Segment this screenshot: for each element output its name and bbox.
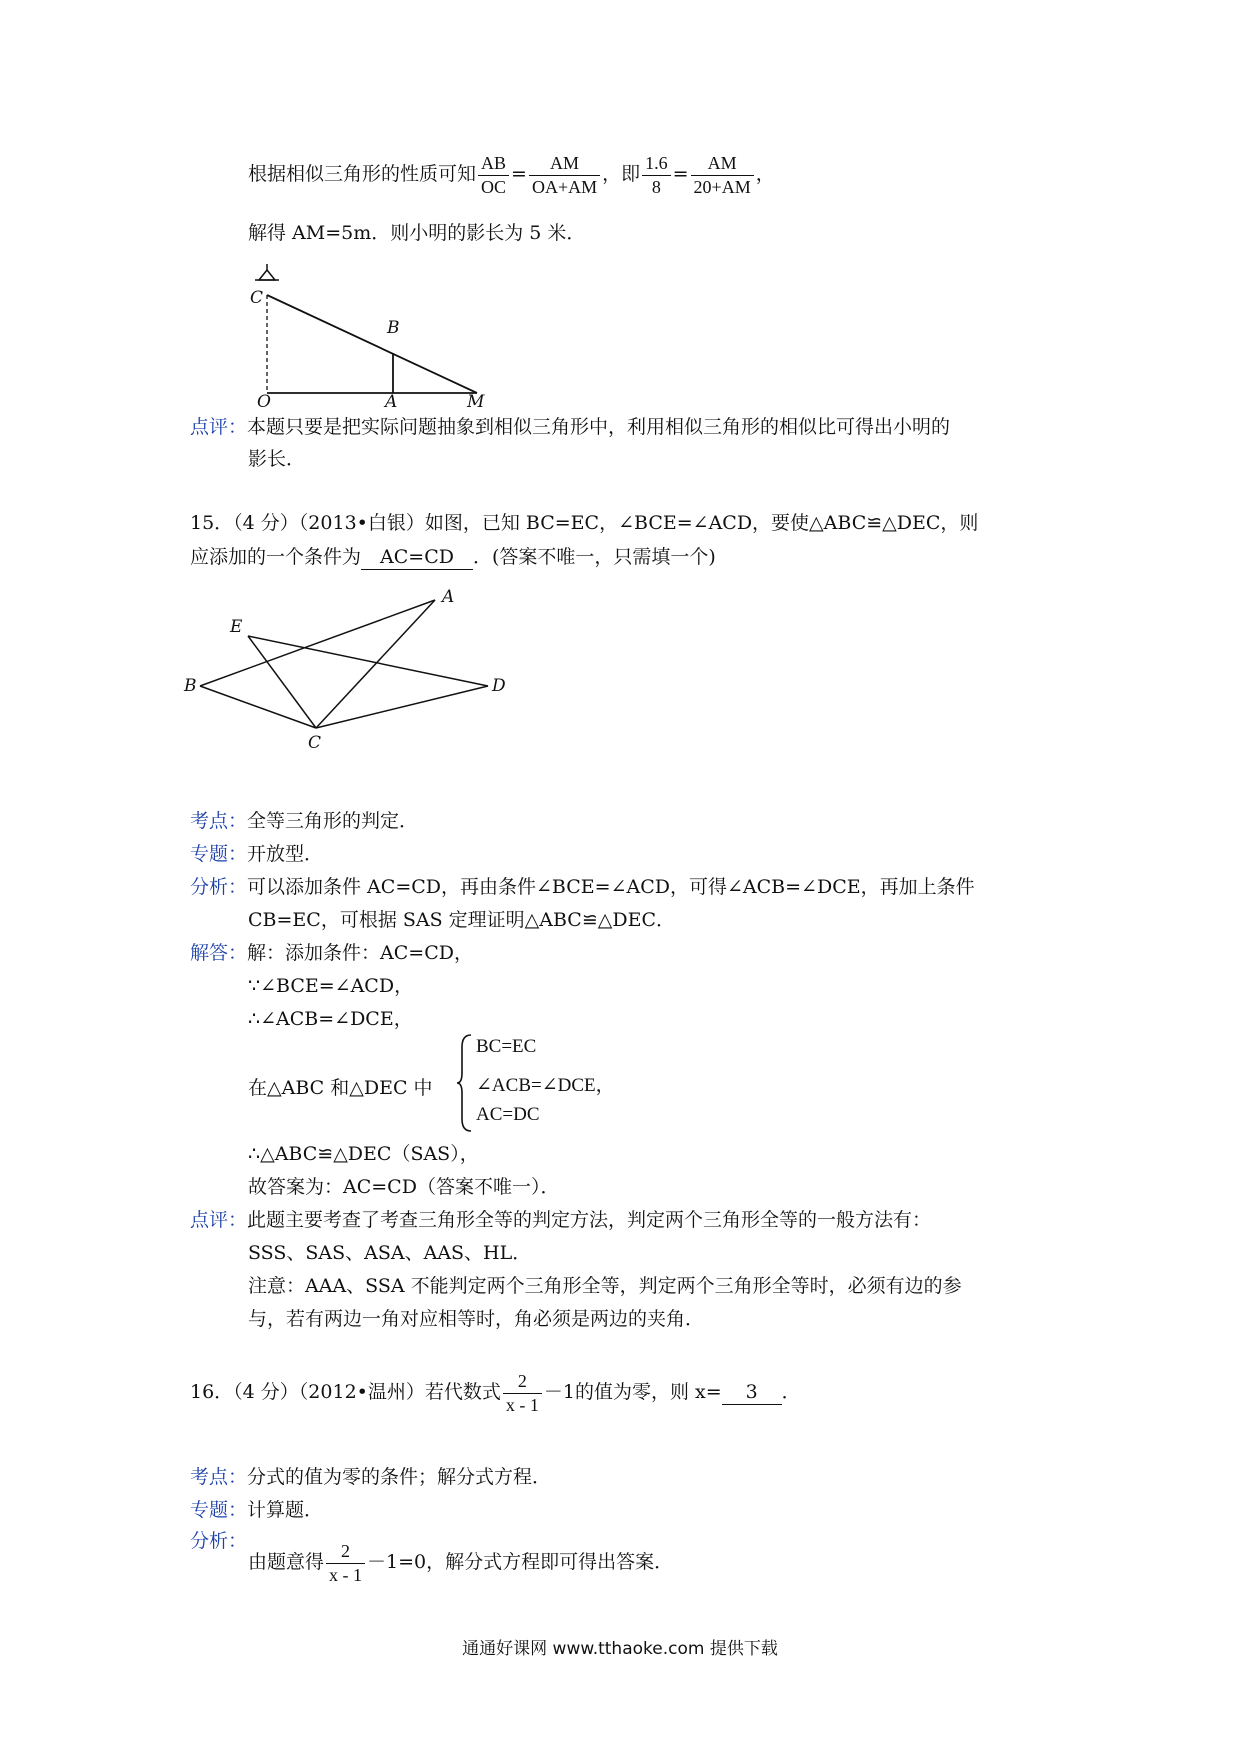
segment-ac — [316, 600, 435, 728]
q15-line1: 15．（4 分）（2013•白银）如图，已知 BC=EC，∠BCE=∠ACD，要使△ABC≌△DEC，则 — [190, 512, 979, 534]
q15-fenxi-line2: CB=EC，可根据 SAS 定理证明△ABC≌△DEC． — [248, 909, 676, 931]
q15-jieda-line3: ∴∠ACB=∠DCE， — [248, 1008, 413, 1030]
label-m: M — [467, 392, 485, 410]
fraction-ab-oc: $\frac{AB}{OC}$ — [478, 152, 509, 198]
page-footer: 通通好课网 www.tthaoke.com 提供下载 — [462, 1639, 778, 1659]
q15-answer-blank: AC=CD — [361, 546, 473, 570]
q15-comment-line3: 注意：AAA、SSA 不能判定两个三角形全等，判定两个三角形全等时，必须有边的参 — [248, 1275, 962, 1297]
q16-fenxi-fraction: $\frac{2}{x - 1}$ — [326, 1540, 365, 1586]
q16-fraction: $\frac{2}{x - 1}$ — [503, 1370, 542, 1416]
q15-comment-line1: 点评：此题主要考查了考查三角形全等的判定方法，判定两个三角形全等的一般方法有： — [190, 1209, 932, 1231]
segment-ba — [200, 600, 435, 686]
s14-comment-line2: 影长． — [248, 448, 306, 470]
q15-jieda-line6: 故答案为：AC=CD（答案不唯一）． — [248, 1176, 560, 1198]
q15-kaodian: 考点：全等三角形的判定． — [190, 810, 419, 832]
label-a: A — [385, 392, 398, 410]
q15-fenxi-line1: 分析：可以添加条件 AC=CD，再由条件∠BCE=∠ACD，可得∠ACB=∠DCE，再加上条件 — [190, 876, 975, 898]
q15-zhuanti: 专题：开放型． — [190, 843, 324, 865]
label-d: D — [492, 676, 506, 696]
q16-line1: 16．（4 分）（2012•温州）若代数式 $\frac{2}{x - 1}$ －1的值为零，则 x= 3 ． — [190, 1371, 801, 1415]
q16-fenxi: 由题意得 $\frac{2}{x - 1}$ －1=0，解分式方程即可得出答案． — [248, 1541, 674, 1585]
comment-label: 点评： — [190, 416, 248, 438]
q16-zhuanti: 专题：计算题． — [190, 1499, 324, 1521]
segment-dc — [316, 686, 488, 728]
q15-comment-line2: SSS、SAS、ASA、AAS、HL． — [248, 1242, 532, 1264]
s14-comment-line1: 点评：本题只要是把实际问题抽象到相似三角形中，利用相似三角形的相似比可得出小明的 — [190, 416, 951, 438]
q15-jieda-line1: 解答：解：添加条件：AC=CD， — [190, 942, 473, 964]
q15-jieda-line4: 在△ABC 和△DEC 中 — [248, 1077, 433, 1099]
light-ray-cm — [267, 295, 477, 393]
q16-fenxi-label: 分析： — [190, 1530, 248, 1552]
triangles-figure — [180, 580, 520, 750]
lamp-icon — [255, 264, 279, 280]
label-c: C — [250, 288, 264, 308]
q16-answer-blank: 3 — [722, 1381, 782, 1405]
s14-line1: 根据相似三角形的性质可知 $\frac{AB}{OC}$ = $\frac{AM}{OA+AM}$ ，即 $\frac{1.6}{8}$ = $\frac{AM}{20+AM}$ ， — [248, 153, 775, 197]
fraction-16-8: $\frac{1.6}{8}$ — [642, 152, 671, 198]
label-e: E — [230, 617, 243, 637]
label-b: B — [387, 318, 400, 338]
system-row-2: ∠ACB=∠DCE， — [476, 1075, 615, 1096]
label-a: A — [442, 587, 455, 607]
shadow-figure — [245, 250, 505, 410]
fraction-am-20-am: $\frac{AM}{20+AM}$ — [691, 152, 754, 198]
q15-line2: 应添加的一个条件为 AC=CD ．(答案不唯一，只需填一个) — [190, 546, 716, 568]
system-row-3: AC=DC — [476, 1104, 540, 1125]
label-o: O — [257, 392, 271, 410]
q16-kaodian: 考点：分式的值为零的条件；解分式方程． — [190, 1466, 552, 1488]
label-b: B — [184, 676, 197, 696]
segment-ed — [248, 636, 488, 686]
s14-line2: 解得 AM=5m．则小明的影长为 5 米． — [248, 222, 586, 244]
left-brace — [456, 1033, 474, 1133]
segment-bc — [200, 686, 316, 728]
q15-jieda-line5: ∴△ABC≌△DEC（SAS）， — [248, 1143, 479, 1165]
fraction-am-oa-am: $\frac{AM}{OA+AM}$ — [529, 152, 600, 198]
q15-jieda-line2: ∵∠BCE=∠ACD， — [248, 975, 414, 997]
system-row-1: BC=EC — [476, 1036, 537, 1057]
s14-line1-prefix: 根据相似三角形的性质可知 — [248, 163, 477, 185]
segment-ec — [248, 636, 316, 728]
q15-comment-line4: 与，若有两边一角对应相等时，角必须是两边的夹角． — [248, 1308, 705, 1330]
label-c: C — [308, 733, 322, 750]
